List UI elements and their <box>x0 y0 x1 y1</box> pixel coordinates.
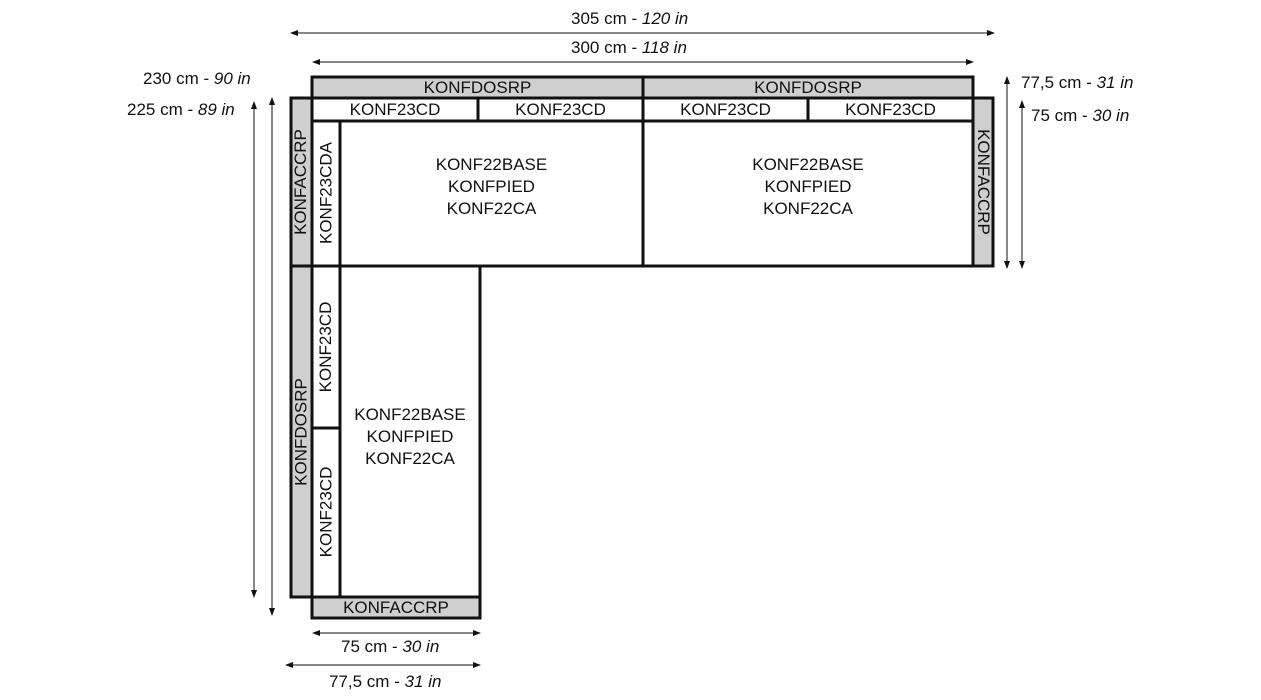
dimension-bottom-outer-in: 31 in <box>404 672 442 691</box>
dimension-top-inner-cm: 300 cm <box>571 38 627 57</box>
dimension-bottom-inner-in: 30 in <box>402 637 440 656</box>
dimension-right-outer <box>1021 73 1133 93</box>
dimension-bottom-inner <box>341 637 439 657</box>
seat-right-line-1: KONF22BASE <box>752 155 864 174</box>
dimension-bottom-outer-sep: - <box>389 672 405 691</box>
dimension-left-inner-sep: - <box>182 100 198 119</box>
seat-corner-line-3: KONF22CA <box>446 199 537 218</box>
seat-right-line-3: KONF22CA <box>763 199 853 218</box>
label-cushion-corner: KONF23CDA <box>316 141 336 245</box>
label-seat-right <box>643 154 973 220</box>
dimension-bottom-outer <box>329 672 441 692</box>
label-backrest-top-right: KONFDOSRP <box>754 78 862 97</box>
dimension-top-outer <box>571 9 688 29</box>
label-backrest-top-left: KONFDOSRP <box>423 78 532 97</box>
label-cushion-top-3: KONF23CD <box>680 100 771 119</box>
label-backrest-left-vertical: KONFDOSRP <box>291 378 311 486</box>
dimension-top-outer-in: 120 in <box>641 9 689 28</box>
label-armrest-right: KONFACCRP <box>974 129 993 235</box>
dimension-left-inner <box>127 100 235 120</box>
seat-right-line-2: KONFPIED <box>764 177 852 196</box>
seat-corner-line-2: KONFPIED <box>448 177 535 196</box>
seat-bottom-line-2: KONFPIED <box>366 427 454 446</box>
dimension-left-outer-cm: 230 cm <box>143 69 199 88</box>
dimension-right-inner-in: 30 in <box>1092 106 1130 125</box>
label-seat-corner <box>340 154 643 220</box>
label-seat-bottom <box>340 404 480 470</box>
dimension-right-outer-in: 31 in <box>1096 73 1134 92</box>
dimension-right-outer-sep: - <box>1081 73 1097 92</box>
dimension-right-inner <box>1031 106 1129 126</box>
dimension-left-inner-cm: 225 cm <box>127 100 183 119</box>
dimension-left-outer <box>143 69 251 89</box>
dimension-bottom-outer-cm: 77,5 cm <box>329 672 390 691</box>
seat-corner-line-1: KONF22BASE <box>435 155 548 174</box>
dimension-left-outer-in: 90 in <box>213 69 251 88</box>
seat-bottom-line-3: KONF22CA <box>365 449 455 468</box>
dimension-top-outer-sep: - <box>626 9 642 28</box>
dimension-left-inner-in: 89 in <box>197 100 235 119</box>
label-armrest-left-top: KONFACCRP <box>291 129 310 235</box>
dimension-bottom-inner-sep: - <box>387 637 403 656</box>
label-armrest-bottom: KONFACCRP <box>343 598 449 617</box>
dimension-top-inner-sep: - <box>626 38 642 57</box>
label-cushion-top-2: KONF23CD <box>515 100 606 119</box>
label-cushion-top-1: KONF23CD <box>349 100 441 119</box>
label-cushion-top-4: KONF23CD <box>845 100 936 119</box>
dimension-top-inner <box>571 38 687 58</box>
seat-bottom-line-1: KONF22BASE <box>354 405 466 424</box>
label-cushion-left-2: KONF23CD <box>316 466 336 558</box>
label-cushion-left-1: KONF23CD <box>316 301 335 393</box>
dimension-left-outer-sep: - <box>198 69 214 88</box>
dimension-top-inner-in: 118 in <box>641 38 687 57</box>
dimension-right-inner-sep: - <box>1077 106 1093 125</box>
dimension-right-inner-cm: 75 cm <box>1031 106 1078 125</box>
dimension-bottom-inner-cm: 75 cm <box>341 637 388 656</box>
dimension-right-outer-cm: 77,5 cm <box>1021 73 1082 92</box>
dimension-top-outer-cm: 305 cm <box>571 9 627 28</box>
